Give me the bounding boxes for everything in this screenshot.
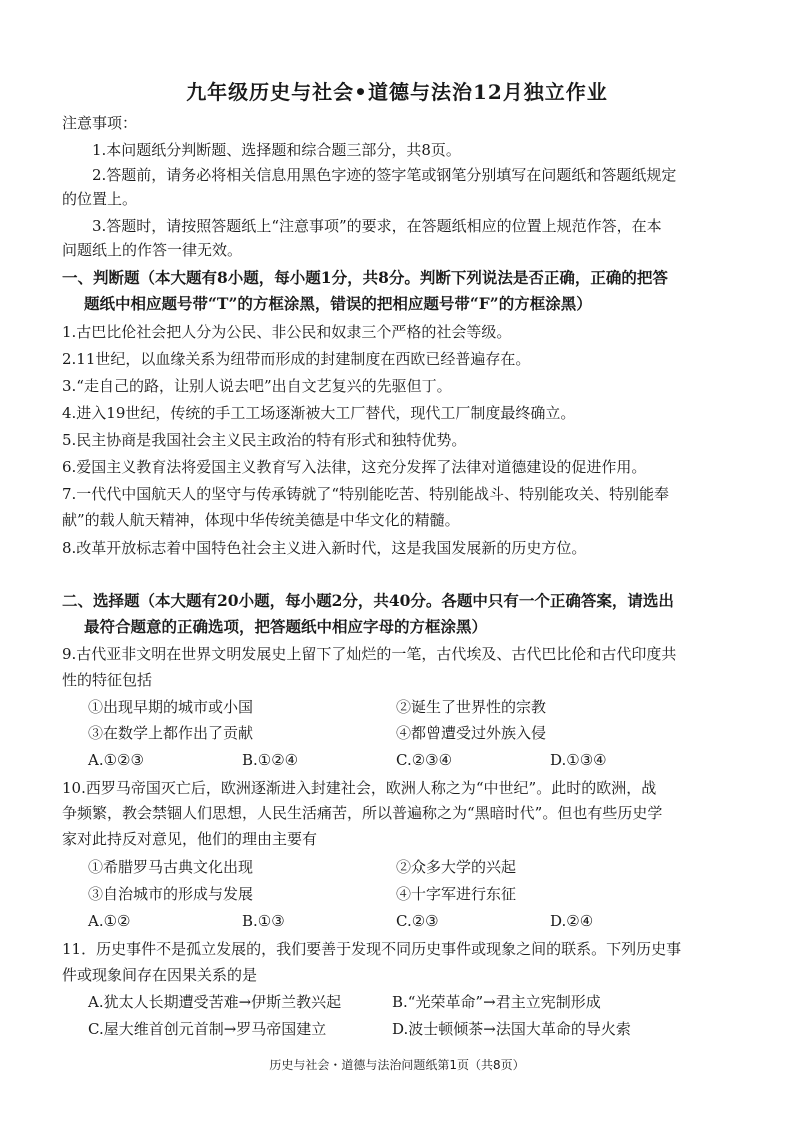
question-6: 6.爱国主义教育法将爱国主义教育写入法律，这充分发挥了法律对道德建设的促进作用。 bbox=[62, 458, 647, 476]
q10-statement-4: ④十字军进行东征 bbox=[396, 885, 517, 903]
notice-item-2: 2.答题前，请务必将相关信息用黑色字迹的签字笔或钢笔分别填写在问题纸和答题纸规定 bbox=[92, 166, 677, 184]
q10-statement-1: ①希腊罗马古典文化出现 bbox=[88, 858, 254, 876]
notice-item-2-cont: 的位置上。 bbox=[62, 190, 138, 208]
q11-option-b: B.“光荣革命”→君主立宪制形成 bbox=[392, 993, 601, 1011]
q10-option-c: C.②③ bbox=[396, 912, 439, 930]
section1-heading: 一、判断题（本大题有8小题，每小题1分，共8分。判断下列说法是否正确，正确的把答 bbox=[62, 268, 668, 287]
question-11-cont: 件或现象间存在因果关系的是 bbox=[62, 966, 258, 984]
question-9: 9.古代亚非文明在世界文明发展史上留下了灿烂的一笔，古代埃及、古代巴比伦和古代印度共 bbox=[62, 645, 677, 663]
question-10-cont-1: 争频繁，教会禁锢人们思想，人民生活痛苦，所以普遍称之为“黑暗时代”。但也有些历史学 bbox=[62, 804, 663, 822]
q10-option-a: A.①② bbox=[88, 912, 131, 930]
q9-option-a: A.①②③ bbox=[88, 751, 144, 769]
q9-statement-4: ④都曾遭受过外族入侵 bbox=[396, 724, 547, 742]
section2-heading-cont: 最符合题意的正确选项，把答题纸中相应字母的方框涂黑） bbox=[84, 617, 488, 636]
question-1: 1.古巴比伦社会把人分为公民、非公民和奴隶三个严格的社会等级。 bbox=[62, 323, 512, 341]
notice-heading: 注意事项： bbox=[62, 114, 138, 132]
section1-heading-cont: 题纸中相应题号带“T”的方框涂黑，错误的把相应题号带“F”的方框涂黑） bbox=[84, 294, 592, 313]
page-title: 九年级历史与社会•道德与法治12月独立作业 bbox=[186, 80, 608, 104]
question-9-cont: 性的特征包括 bbox=[62, 671, 153, 689]
question-10-cont-2: 家对此持反对意见，他们的理由主要有 bbox=[62, 830, 318, 848]
question-4: 4.进入19世纪，传统的手工工场逐渐被大工厂替代，现代工厂制度最终确立。 bbox=[62, 404, 576, 422]
q9-option-c: C.②③④ bbox=[396, 751, 453, 769]
question-7-cont: 献”的载人航天精神，体现中华传统美德是中华文化的精髓。 bbox=[62, 511, 460, 529]
q10-option-b: B.①③ bbox=[242, 912, 285, 930]
q9-option-d: D.①③④ bbox=[550, 751, 607, 769]
notice-item-1: 1.本问题纸分判断题、选择题和综合题三部分，共8页。 bbox=[92, 141, 461, 159]
section2-heading: 二、选择题（本大题有20小题，每小题2分，共40分。各题中只有一个正确答案，请选出 bbox=[62, 591, 674, 610]
q10-statement-3: ③自治城市的形成与发展 bbox=[88, 885, 254, 903]
question-5: 5.民主协商是我国社会主义民主政治的特有形式和独特优势。 bbox=[62, 431, 467, 449]
q9-statement-3: ③在数学上都作出了贡献 bbox=[88, 724, 254, 742]
page-footer: 历史与社会・道德与法治问题纸第1页（共8页） bbox=[269, 1058, 525, 1072]
q9-option-b: B.①②④ bbox=[242, 751, 299, 769]
q11-option-d: D.波士顿倾茶→法国大革命的导火索 bbox=[392, 1020, 631, 1038]
question-8: 8.改革开放标志着中国特色社会主义进入新时代，这是我国发展新的历史方位。 bbox=[62, 539, 587, 557]
q9-statement-1: ①出现早期的城市或小国 bbox=[88, 698, 254, 716]
q9-statement-2: ②诞生了世界性的宗教 bbox=[396, 698, 547, 716]
q10-statement-2: ②众多大学的兴起 bbox=[396, 858, 517, 876]
q11-option-c: C.屋大维首创元首制→罗马帝国建立 bbox=[88, 1020, 327, 1038]
question-2: 2.11世纪，以血缘关系为纽带而形成的封建制度在西欧已经普遍存在。 bbox=[62, 350, 531, 368]
notice-item-3: 3.答题时，请按照答题纸上“注意事项”的要求，在答题纸相应的位置上规范作答，在本 bbox=[92, 217, 662, 235]
q11-option-a: A.犹太人长期遭受苦难→伊斯兰教兴起 bbox=[88, 993, 342, 1011]
question-3: 3.“走自己的路，让别人说去吧”出自文艺复兴的先驱但丁。 bbox=[62, 377, 452, 395]
question-7: 7.一代代中国航天人的坚守与传承铸就了“特别能吃苦、特别能战斗、特别能攻关、特别能奉 bbox=[62, 485, 669, 503]
question-11: 11．历史事件不是孤立发展的，我们要善于发现不同历史事件或现象之间的联系。下列历史事 bbox=[62, 940, 682, 958]
q10-option-d: D.②④ bbox=[550, 912, 594, 930]
question-10: 10.西罗马帝国灭亡后，欧洲逐渐进入封建社会，欧洲人称之为“中世纪”。此时的欧洲，战 bbox=[62, 779, 657, 797]
notice-item-3-cont: 问题纸上的作答一律无效。 bbox=[62, 241, 243, 259]
